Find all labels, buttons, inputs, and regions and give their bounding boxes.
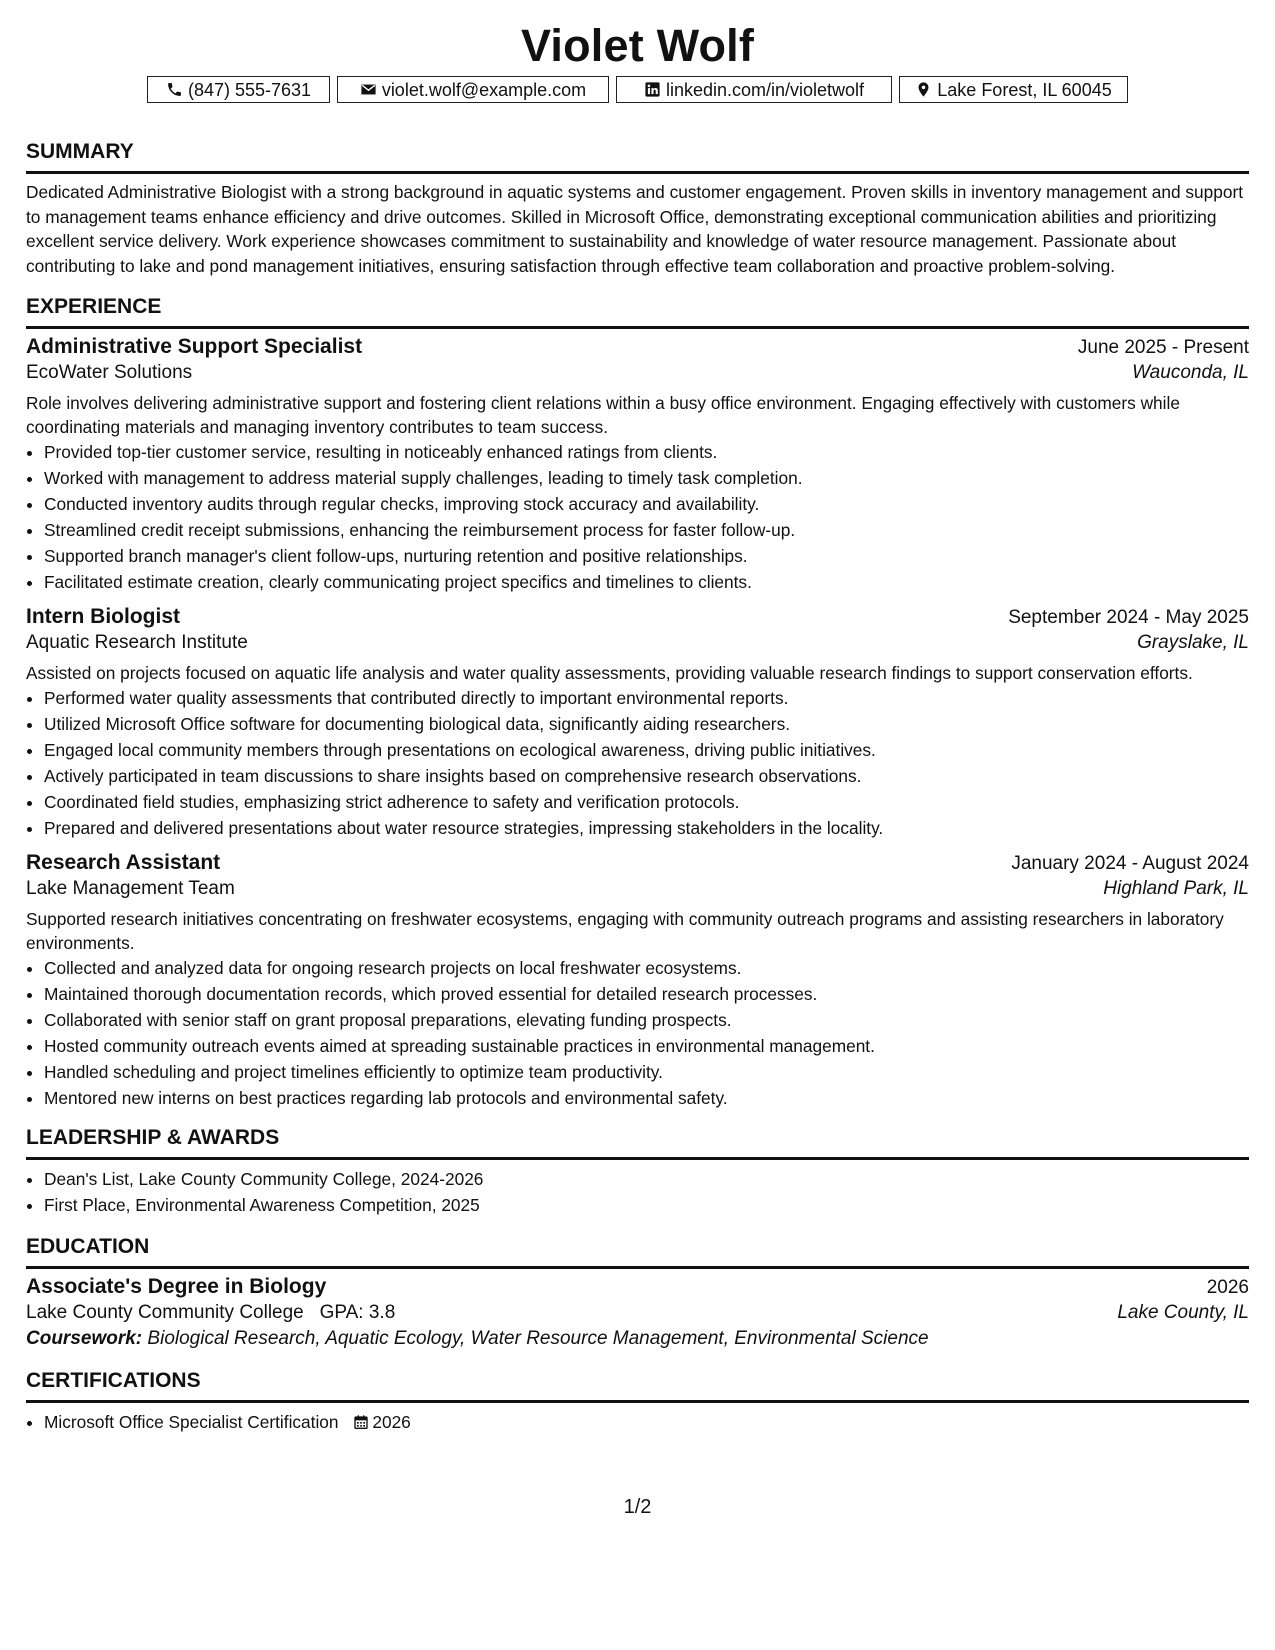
job-bullets — [26, 439, 1249, 595]
certification-name: Microsoft Office Specialist Certification — [44, 1412, 339, 1433]
job-entry — [26, 605, 1249, 841]
list-item: • Maintained thorough documentation records, which proved essential for detailed research processes. — [44, 981, 1249, 1007]
section-title-summary: SUMMARY — [26, 139, 1249, 174]
list-item: • Conducted inventory audits through regular checks, improving stock accuracy and availability. — [44, 491, 1249, 517]
list-item: • Worked with management to address material supply challenges, leading to timely task completion. — [44, 465, 1249, 491]
contact-email[interactable] — [337, 76, 609, 103]
candidate-name: Violet Wolf — [520, 20, 755, 71]
gpa: GPA: 3.8 — [319, 1302, 396, 1324]
list-item: • Utilized Microsoft Office software for documenting biological data, significantly aiding researchers. — [44, 711, 1249, 737]
contact-email-text: violet.wolf@example.com — [381, 79, 587, 100]
job-dates: June 2025 - Present — [1077, 337, 1249, 359]
list-item: • Facilitated estimate creation, clearly communicating project specifics and timelines to clients. — [44, 569, 1249, 595]
list-item — [44, 1409, 1249, 1435]
section-title-leadership: LEADERSHIP & AWARDS — [26, 1125, 1249, 1160]
coursework — [26, 1328, 1249, 1350]
coursework-list: Biological Research, Aquatic Ecology, Water Resource Management, Environmental Science — [147, 1328, 929, 1350]
certification-year: 2026 — [372, 1412, 411, 1433]
resume-page — [26, 18, 1249, 1435]
job-company: EcoWater Solutions — [26, 362, 193, 384]
job-description: Assisted on projects focused on aquatic life analysis and water quality assessments, providing valuable research findings to support conservation efforts. — [26, 663, 1193, 684]
list-item: • Engaged local community members through presentations on ecological awareness, driving public initiatives. — [44, 737, 1249, 763]
education-section — [26, 1234, 1249, 1350]
job-location: Grayslake, IL — [1137, 632, 1249, 654]
list-item: • Streamlined credit receipt submissions, enhancing the reimbursement process for faster follow-up. — [44, 517, 1249, 543]
section-title-certifications: CERTIFICATIONS — [26, 1368, 1249, 1403]
job-company: Aquatic Research Institute — [26, 632, 248, 654]
contact-phone[interactable] — [147, 76, 330, 103]
job-title: Research Assistant — [26, 851, 221, 875]
list-item: • Prepared and delivered presentations about water resource strategies, impressing stakeholders in the locality. — [44, 815, 1249, 841]
degree-title: Associate's Degree in Biology — [26, 1275, 327, 1299]
job-bullets — [26, 685, 1249, 841]
phone-icon — [166, 81, 183, 98]
job-entry — [26, 335, 1249, 595]
leadership-section — [26, 1125, 1249, 1218]
list-item: • Hosted community outreach events aimed at spreading sustainable practices in environmental management. — [44, 1033, 1249, 1059]
job-title: Administrative Support Specialist — [26, 335, 363, 359]
calendar-icon — [353, 1414, 369, 1430]
leadership-list — [26, 1166, 1249, 1218]
contact-bar — [26, 76, 1249, 103]
school-name: Lake County Community College — [26, 1302, 304, 1324]
contact-phone-text: (847) 555-7631 — [187, 79, 312, 100]
graduation-year: 2026 — [1206, 1277, 1249, 1299]
school-location: Lake County, IL — [1117, 1302, 1249, 1324]
job-bullets — [26, 955, 1249, 1111]
list-item: • Actively participated in team discussions to share insights based on comprehensive research observations. — [44, 763, 1249, 789]
certifications-section — [26, 1368, 1249, 1435]
job-company: Lake Management Team — [26, 878, 235, 900]
certification-list — [26, 1409, 1249, 1435]
envelope-icon — [360, 81, 377, 98]
job-location: Highland Park, IL — [1103, 878, 1249, 900]
contact-linkedin[interactable] — [616, 76, 892, 103]
list-item: • Collaborated with senior staff on grant proposal preparations, elevating funding prospects. — [44, 1007, 1249, 1033]
contact-location-text: Lake Forest, IL 60045 — [937, 79, 1112, 100]
summary-section — [26, 139, 1249, 278]
list-item: • Mentored new interns on best practices regarding lab protocols and environmental safety. — [44, 1085, 1249, 1111]
experience-section — [26, 294, 1249, 1111]
contact-location — [899, 76, 1128, 103]
summary-text: Dedicated Administrative Biologist with a strong background in aquatic systems and customer engagement. Proven skills in inventory management and support to management teams enhance efficiency and drive outcomes. Skilled in Microsoft Office, demonstrating exceptional communication abilities and prioritizing excellent service delivery. Work experience showcases commitment to sustainability and knowledge of water resource management. Passionate about contributing to lake and pond management initiatives, ensuring satisfaction through effective team collaboration and proactive problem-solving. — [26, 182, 1244, 276]
list-item: • Provided top-tier customer service, resulting in noticeably enhanced ratings from clients. — [44, 439, 1249, 465]
list-item: • Dean's List, Lake County Community College, 2024-2026 — [44, 1166, 1249, 1192]
linkedin-icon — [644, 81, 661, 98]
job-title: Intern Biologist — [26, 605, 180, 629]
section-title-experience: EXPERIENCE — [26, 294, 1249, 329]
list-item: • First Place, Environmental Awareness Competition, 2025 — [44, 1192, 1249, 1218]
page-number: 1/2 — [623, 1496, 652, 1518]
coursework-label: Coursework: — [26, 1328, 143, 1350]
list-item: • Supported branch manager's client follow-ups, nurturing retention and positive relationships. — [44, 543, 1249, 569]
job-location: Wauconda, IL — [1132, 362, 1249, 384]
section-title-education: EDUCATION — [26, 1234, 1249, 1269]
list-item: • Coordinated field studies, emphasizing strict adherence to safety and verification protocols. — [44, 789, 1249, 815]
job-dates: January 2024 - August 2024 — [1011, 853, 1249, 875]
job-description: Supported research initiatives concentrating on freshwater ecosystems, engaging with community outreach programs and assisting researchers in laboratory environments. — [26, 909, 1224, 954]
list-item: • Handled scheduling and project timelines efficiently to optimize team productivity. — [44, 1059, 1249, 1085]
location-pin-icon — [915, 81, 932, 98]
list-item: • Performed water quality assessments that contributed directly to important environmental reports. — [44, 685, 1249, 711]
job-entry — [26, 851, 1249, 1111]
list-item: • Collected and analyzed data for ongoing research projects on local freshwater ecosystems. — [44, 955, 1249, 981]
contact-linkedin-text: linkedin.com/in/violetwolf — [665, 79, 865, 100]
job-dates: September 2024 - May 2025 — [1008, 607, 1249, 629]
job-description: Role involves delivering administrative support and fostering client relations within a busy office environment. Engaging effectively with customers while coordinating materials and managing inventory contributes to team success. — [26, 393, 1180, 438]
